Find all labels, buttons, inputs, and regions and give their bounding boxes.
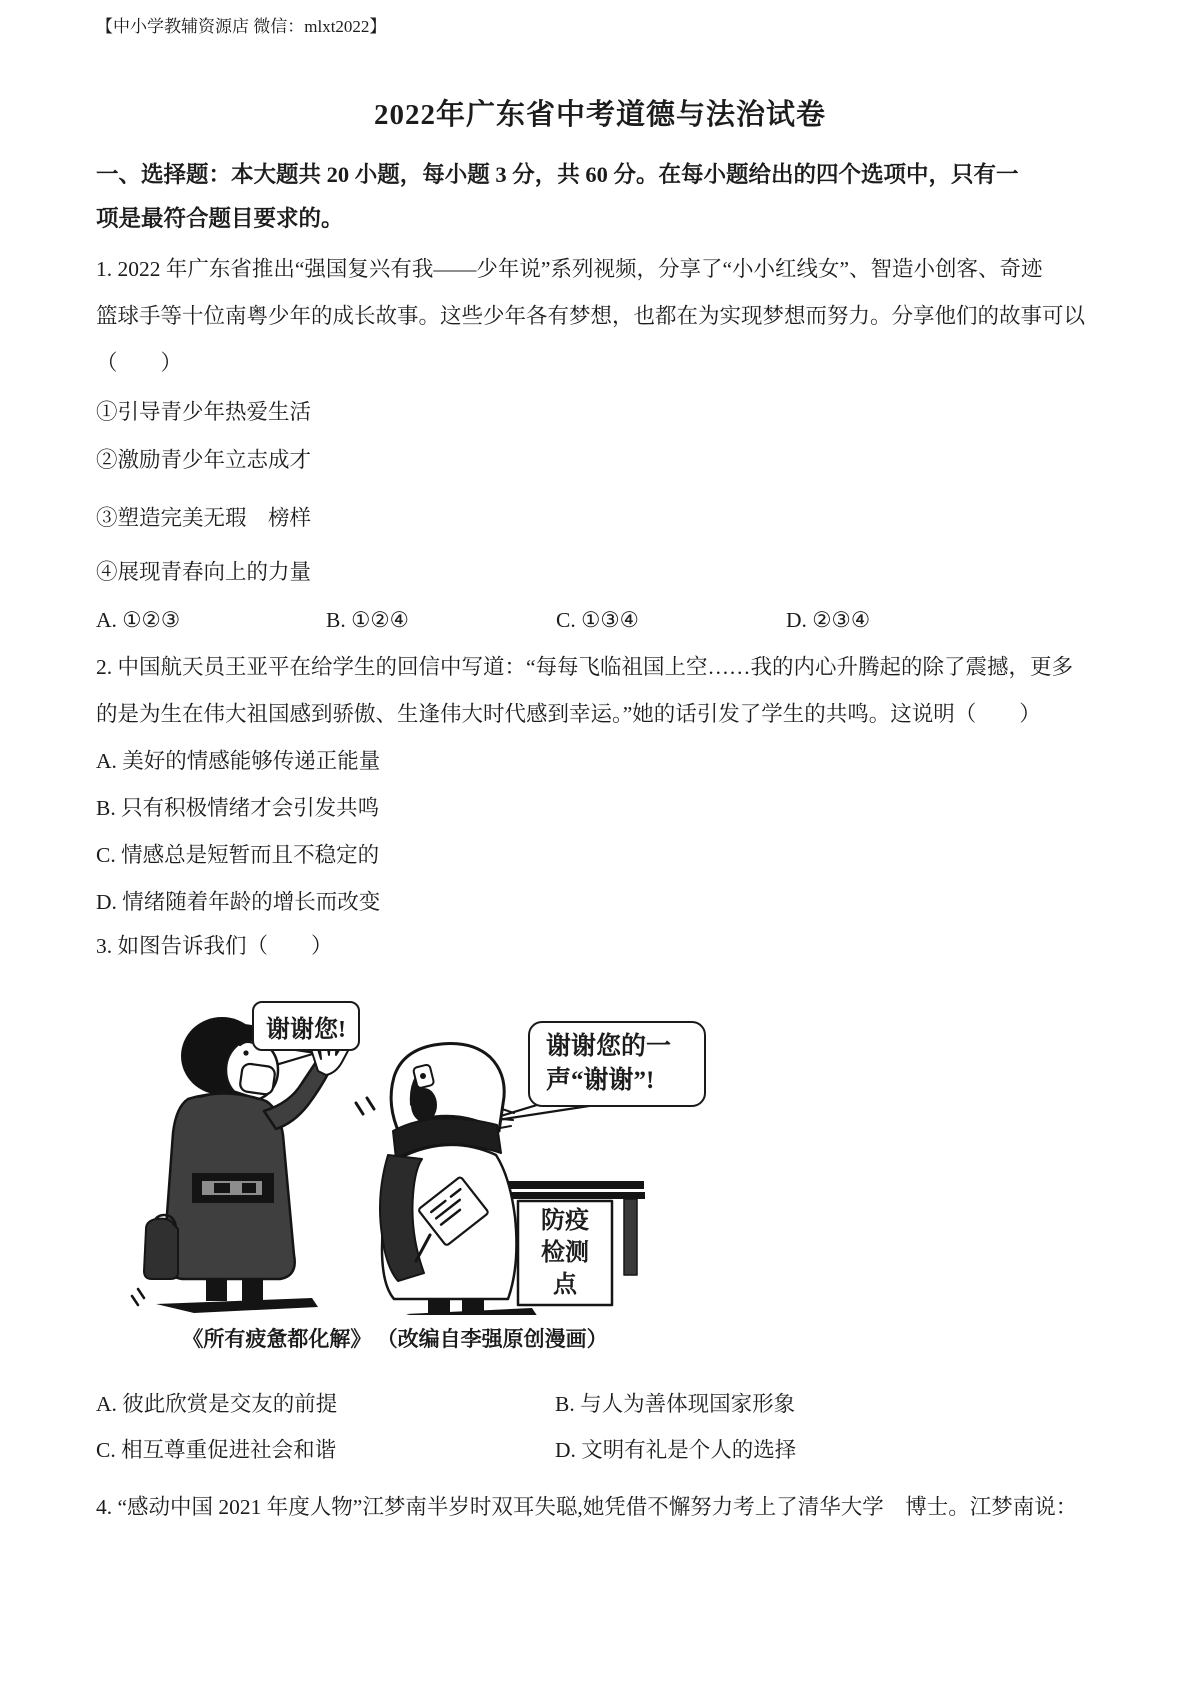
q3-stem: 3. 如图告诉我们（ ） (96, 934, 333, 958)
q2-choice-b: B. 只有积极情绪才会引发共鸣 (96, 796, 380, 820)
sign-line-3: 点 (553, 1272, 577, 1298)
q1-choice-a: A. ①②③ (96, 608, 181, 632)
q2-stem-line-1: 2. 中国航天员王亚平在给学生的回信中写道：“每每飞临祖国上空……我的内心升腾起的除了震撼，更多 (96, 655, 1074, 679)
q3-choice-d: D. 文明有礼是个人的选择 (555, 1438, 797, 1462)
exam-title: 2022年广东省中考道德与法治试卷 (373, 99, 826, 131)
q1-answer-paren: （ ） (96, 351, 183, 375)
speech-bubble-right (528, 1021, 706, 1107)
q3-choice-a: A. 彼此欣赏是交友的前提 (96, 1392, 338, 1416)
left-figure-man (132, 1017, 374, 1313)
q1-stem-line-1: 1. 2022 年广东省推出“强国复兴有我——少年说”系列视频，分享了“小小红线女”、智造小创客、奇迹 (96, 257, 1043, 281)
q2-stem-line-2: 的是为生在伟大祖国感到骄傲、生逢伟大时代感到幸运。”她的话引发了学生的共鸣。这说明（ ） (96, 702, 1041, 726)
q2-choice-c: C. 情感总是短暂而且不稳定的 (96, 843, 380, 867)
store-watermark: 【中小学教辅资源店 微信：mlxt2022】 (96, 17, 387, 36)
section-heading-line-1: 一、选择题：本大题共 20 小题，每小题 3 分，共 60 分。在每小题给出的四个选项中，只有一 (96, 162, 1019, 187)
q1-choice-d: D. ②③④ (786, 608, 871, 632)
speech-bubble-left-text: 谢谢您! (266, 1016, 346, 1043)
q2-choice-d: D. 情绪随着年龄的增长而改变 (96, 890, 381, 914)
speech-bubble-left (252, 1001, 360, 1051)
cartoon-drawing (130, 963, 710, 1315)
sign-line-1: 防疫 (541, 1208, 589, 1234)
speech-bubble-right-line-1: 谢谢您的一 (546, 1033, 672, 1060)
sign-line-2: 检测 (541, 1240, 589, 1266)
section-heading-line-2: 项是最符合题目要求的。 (96, 206, 344, 231)
q1-stem-line-2: 篮球手等十位南粤少年的成长故事。这些少年各有梦想，也都在为实现梦想而努力。分享他们的故事可以 (96, 304, 1086, 328)
right-figure-worker (380, 1044, 538, 1316)
q2-choice-a: A. 美好的情感能够传递正能量 (96, 749, 381, 773)
q4-stem-line-1: 4. “感动中国 2021 年度人物”江梦南半岁时双耳失聪,她凭借不懈努力考上了清华大学 博士。江梦南说： (96, 1495, 1078, 1519)
q1-suboption-1: ①引导青少年热爱生活 (96, 400, 312, 424)
q1-choice-b: B. ①②④ (326, 608, 409, 632)
q1-suboption-4: ④展现青春向上的力量 (96, 560, 312, 584)
q1-suboption-3: ③塑造完美无瑕 榜样 (96, 506, 312, 530)
q1-suboption-2: ②激励青少年立志成才 (96, 448, 312, 472)
checkpoint-sign-text (518, 1204, 612, 1302)
q3-choice-c: C. 相互尊重促进社会和谐 (96, 1438, 337, 1462)
q3-cartoon-illustration (130, 963, 710, 1315)
speech-bubble-right-line-2: 声“谢谢”! (546, 1067, 655, 1094)
q3-choice-b: B. 与人为善体现国家形象 (555, 1392, 796, 1416)
q1-choice-c: C. ①③④ (556, 608, 639, 632)
cartoon-caption: 《所有疲惫都化解》 （改编自李强原创漫画） (182, 1327, 608, 1351)
